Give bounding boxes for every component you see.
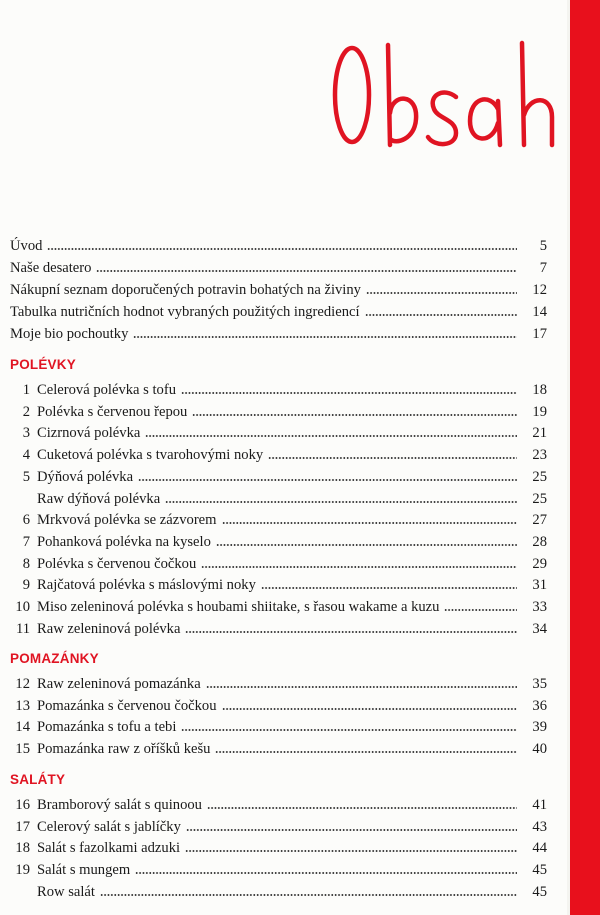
dot-leader — [186, 829, 517, 831]
toc-entry-page: 25 — [532, 491, 547, 507]
toc-entry-label: Nákupní seznam doporučených potravin bohatých na živiny — [10, 282, 361, 298]
dot-leader — [261, 587, 517, 589]
toc-entry-number: 6 — [22, 512, 30, 528]
toc-entry-number: 2 — [22, 404, 30, 420]
dot-leader — [206, 686, 517, 688]
dot-leader — [133, 336, 517, 338]
toc-entry-number: 9 — [22, 577, 30, 593]
toc-entry — [10, 322, 547, 342]
toc-entry-label: Bramborový salát s quinoou — [37, 797, 202, 813]
section-heading: POLÉVKY — [10, 357, 76, 372]
toc-entry-number: 4 — [22, 447, 30, 463]
dot-leader — [145, 435, 517, 437]
toc-entry — [5, 858, 547, 878]
toc-entry-number: 3 — [22, 425, 30, 441]
toc-entry-label: Salát s mungem — [37, 862, 131, 878]
toc-entry-label: Celerová polévka s tofu — [37, 382, 177, 398]
toc-entry-page: 19 — [532, 404, 547, 420]
toc-entry — [10, 300, 547, 320]
toc-entry-page: 44 — [532, 840, 547, 856]
toc-entry-number: 13 — [15, 698, 30, 714]
toc-entry-page: 25 — [532, 469, 547, 485]
toc-entry-number: 18 — [15, 840, 30, 856]
toc-entry-number: 19 — [15, 862, 30, 878]
dot-leader — [365, 314, 517, 316]
toc-entry-label: Tabulka nutričních hodnot vybraných použitých ingrediencí — [10, 304, 360, 320]
dot-leader — [181, 729, 517, 731]
toc-entry-number: 14 — [15, 719, 30, 735]
toc-entry — [5, 815, 547, 835]
toc-entry-number: 11 — [15, 621, 30, 637]
toc-entry-number: 8 — [22, 556, 30, 572]
dot-leader — [207, 807, 517, 809]
section-heading: POMAZÁNKY — [10, 651, 99, 666]
toc-entry-number: 7 — [22, 534, 30, 550]
toc-entry-number: 16 — [15, 797, 30, 813]
dot-leader — [181, 392, 517, 394]
dot-leader — [366, 292, 517, 294]
toc-entry-page: 45 — [532, 884, 547, 900]
section-heading: SALÁTY — [10, 772, 66, 787]
dot-leader — [222, 708, 517, 710]
toc-entry-page: 17 — [532, 326, 547, 342]
toc-entry-label: Polévka s červenou čočkou — [37, 556, 197, 572]
toc-entry-label: Polévka s červenou řepou — [37, 404, 188, 420]
toc-entry-page: 45 — [532, 862, 547, 878]
toc-entry-page: 31 — [532, 577, 547, 593]
toc-entry-label: Raw zeleninová pomazánka — [37, 676, 201, 692]
toc-entry — [10, 256, 547, 276]
dot-leader — [201, 566, 517, 568]
dot-leader — [165, 501, 517, 503]
red-side-bar — [570, 0, 600, 915]
toc-entry — [5, 465, 547, 485]
dot-leader — [135, 872, 517, 874]
toc-entry-label: Pomazánka s červenou čočkou — [37, 698, 217, 714]
dot-leader — [185, 631, 517, 633]
toc-entry-page: 21 — [532, 425, 547, 441]
toc-entry — [5, 836, 547, 856]
toc-entry-label: Miso zeleninová polévka s houbami shiitake, s řasou wakame a kuzu — [37, 599, 440, 615]
toc-entry-page: 34 — [532, 621, 547, 637]
toc-entry — [5, 737, 547, 757]
toc-entry-page: 27 — [532, 512, 547, 528]
toc-entry-page: 12 — [532, 282, 547, 298]
toc-entry-label: Dýňová polévka — [37, 469, 134, 485]
dot-leader — [444, 609, 517, 611]
dot-leader — [138, 479, 517, 481]
toc-entry-page: 35 — [532, 676, 547, 692]
toc-entry-label: Row salát — [37, 884, 95, 900]
toc-entry-page: 29 — [532, 556, 547, 572]
toc-entry-label: Mrkvová polévka se zázvorem — [37, 512, 217, 528]
toc-entry-page: 14 — [532, 304, 547, 320]
toc-entry-page: 33 — [532, 599, 547, 615]
toc-entry — [5, 552, 547, 572]
toc-entry-page: 18 — [532, 382, 547, 398]
toc-entry-page: 43 — [532, 819, 547, 835]
dot-leader — [268, 457, 517, 459]
dot-leader — [222, 522, 517, 524]
toc-entry-page: 36 — [532, 698, 547, 714]
toc-entry — [5, 487, 547, 507]
dot-leader — [216, 544, 517, 546]
dot-leader — [185, 850, 517, 852]
toc-entry — [5, 508, 547, 528]
toc-entry-number: 10 — [15, 599, 30, 615]
toc-entry-page: 40 — [532, 741, 547, 757]
toc-entry — [5, 694, 547, 714]
toc-entry-number: 12 — [15, 676, 30, 692]
toc-entry — [5, 715, 547, 735]
toc-entry-number: 17 — [15, 819, 30, 835]
toc-entry-page: 39 — [532, 719, 547, 735]
dot-leader — [96, 270, 517, 272]
toc-entry-label: Raw dýňová polévka — [37, 491, 161, 507]
toc-entry — [5, 400, 547, 420]
toc-entry-page: 41 — [532, 797, 547, 813]
toc-entry-label: Naše desatero — [10, 260, 92, 276]
toc-entry — [5, 617, 547, 637]
page-title-lettering — [330, 35, 565, 155]
toc-entry-label: Celerový salát s jablíčky — [37, 819, 181, 835]
toc-entry-label: Pomazánka raw z oříšků kešu — [37, 741, 211, 757]
toc-entry-number: 5 — [22, 469, 30, 485]
toc-entry-page: 23 — [532, 447, 547, 463]
toc-entry — [5, 443, 547, 463]
toc-entry — [5, 530, 547, 550]
toc-entry — [5, 880, 547, 900]
toc-entry-label: Úvod — [10, 238, 43, 254]
toc-entry — [5, 793, 547, 813]
toc-entry-label: Pohanková polévka na kyselo — [37, 534, 211, 550]
toc-entry-page: 5 — [539, 238, 547, 254]
toc-entry-label: Raw zeleninová polévka — [37, 621, 181, 637]
toc-entry-label: Cuketová polévka s tvarohovými noky — [37, 447, 264, 463]
toc-entry-page: 28 — [532, 534, 547, 550]
toc-entry-label: Cizrnová polévka — [37, 425, 141, 441]
toc-entry-label: Salát s fazolkami adzuki — [37, 840, 181, 856]
toc-entry — [5, 595, 547, 615]
toc-entry — [5, 672, 547, 692]
toc-entry-label: Pomazánka s tofu a tebi — [37, 719, 177, 735]
toc-entry-page: 7 — [539, 260, 547, 276]
toc-entry — [10, 234, 547, 254]
toc-entry — [10, 278, 547, 298]
toc-entry-number: 15 — [15, 741, 30, 757]
toc-entry — [5, 421, 547, 441]
toc-entry-number: 1 — [22, 382, 30, 398]
dot-leader — [100, 894, 517, 896]
toc-entry-label: Moje bio pochoutky — [10, 326, 129, 342]
dot-leader — [215, 751, 517, 753]
toc-entry — [5, 378, 547, 398]
toc-entry — [5, 573, 547, 593]
dot-leader — [47, 248, 517, 250]
dot-leader — [192, 414, 517, 416]
toc-entry-label: Rajčatová polévka s máslovými noky — [37, 577, 256, 593]
